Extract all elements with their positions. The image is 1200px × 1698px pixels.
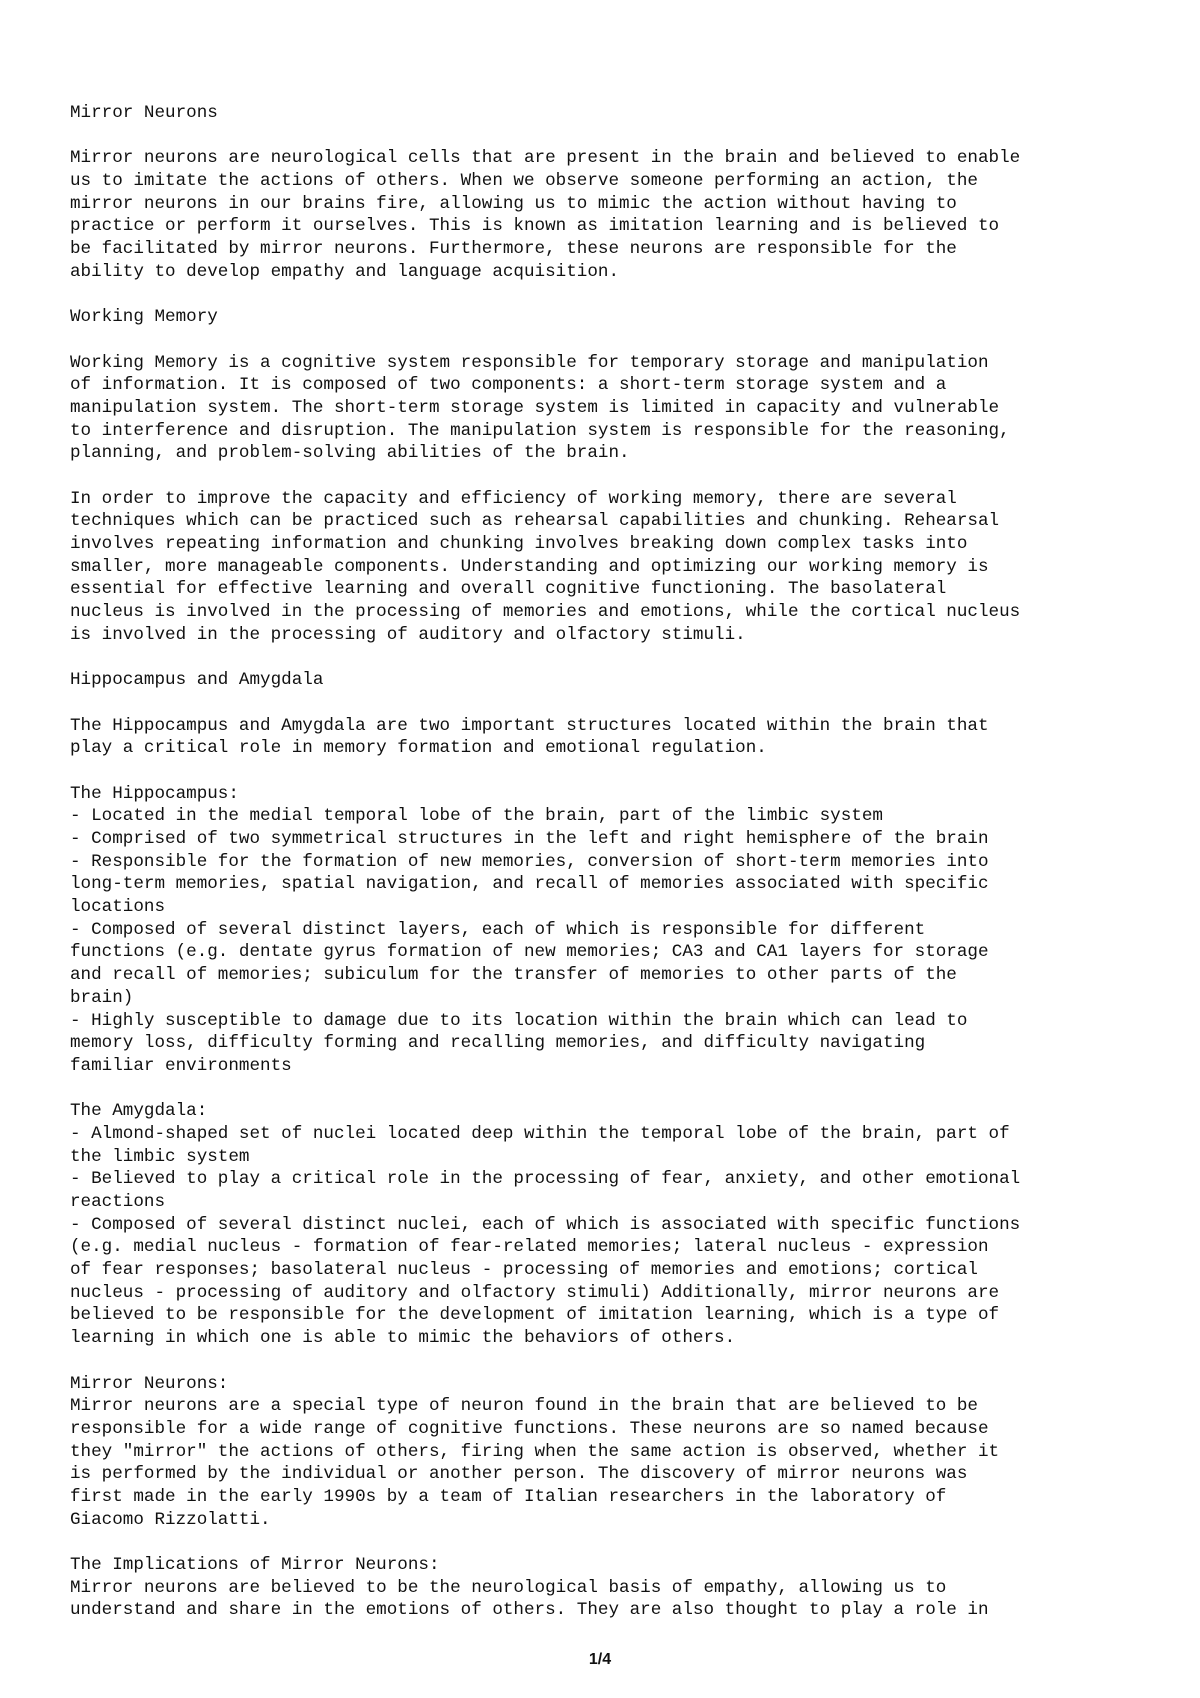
- text-line: ability to develop empathy and language acquisition.: [70, 261, 620, 282]
- text-line: (e.g. medial nucleus - formation of fear-related memories; lateral nucleus - expression: [70, 1237, 989, 1258]
- text-line: familiar environments: [70, 1055, 292, 1076]
- text-line: techniques which can be practiced such as rehearsal capabilities and chunking. Rehearsal: [70, 511, 1000, 532]
- text-line: and recall of memories; subiculum for the transfer of memories to other parts of the: [70, 965, 957, 986]
- text-line: In order to improve the capacity and efficiency of working memory, there are several: [70, 488, 957, 509]
- text-line: - Composed of several distinct nuclei, each of which is associated with specific functions: [70, 1214, 1021, 1235]
- text-line: Hippocampus and Amygdala: [70, 670, 324, 691]
- paragraph: [70, 1554, 1180, 1622]
- text-line: is involved in the processing of auditory and olfactory stimuli.: [70, 624, 746, 645]
- text-line: - Located in the medial temporal lobe of the brain, part of the limbic system: [70, 806, 883, 827]
- paragraph: [70, 715, 1180, 760]
- text-line: Working Memory is a cognitive system responsible for temporary storage and manipulation: [70, 352, 989, 373]
- text-line: Mirror neurons are believed to be the neurological basis of empathy, allowing us to: [70, 1577, 947, 1598]
- text-line: planning, and problem-solving abilities of the brain.: [70, 443, 630, 464]
- document-body: [70, 102, 1180, 1622]
- paragraph: [70, 488, 1180, 647]
- text-line: Giacomo Rizzolatti.: [70, 1509, 271, 1530]
- text-line: Mirror Neurons: [70, 103, 218, 123]
- text-line: brain): [70, 987, 134, 1008]
- text-line: mirror neurons in our brains fire, allowing us to mimic the action without having to: [70, 193, 957, 214]
- paragraph: [70, 783, 1180, 1078]
- text-line: long-term memories, spatial navigation, and recall of memories associated with specific: [70, 874, 989, 895]
- text-line: of fear responses; basolateral nucleus - processing of memories and emotions; cortical: [70, 1260, 978, 1281]
- text-line: nucleus is involved in the processing of memories and emotions, while the cortical nucleus: [70, 602, 1021, 623]
- text-line: The Hippocampus and Amygdala are two important structures located within the brain that: [70, 715, 989, 736]
- text-line: nucleus - processing of auditory and olfactory stimuli) Additionally, mirror neurons are: [70, 1282, 1000, 1303]
- text-line: practice or perform it ourselves. This is known as imitation learning and is believed to: [70, 216, 1000, 237]
- text-line: memory loss, difficulty forming and recalling memories, and difficulty navigating: [70, 1033, 926, 1054]
- paragraph: [70, 306, 1180, 329]
- paragraph: [70, 669, 1180, 692]
- paragraph: [70, 102, 1180, 125]
- text-line: believed to be responsible for the development of imitation learning, which is a type of: [70, 1305, 1000, 1326]
- paragraph: [70, 147, 1180, 283]
- text-line: - Comprised of two symmetrical structures in the left and right hemisphere of the brain: [70, 829, 989, 849]
- text-line: understand and share in the emotions of others. They are also thought to play a role in: [70, 1600, 989, 1621]
- text-line: manipulation system. The short-term storage system is limited in capacity and vulnerable: [70, 397, 1000, 418]
- text-line: the limbic system: [70, 1146, 250, 1167]
- text-line: The Implications of Mirror Neurons:: [70, 1555, 440, 1575]
- text-line: responsible for a wide range of cognitive functions. These neurons are so named because: [70, 1418, 989, 1439]
- text-line: is performed by the individual or another person. The discovery of mirror neurons was: [70, 1464, 968, 1485]
- paragraph: [70, 1100, 1180, 1350]
- paragraph: [70, 1373, 1180, 1532]
- text-line: The Amygdala:: [70, 1101, 208, 1122]
- text-line: Mirror neurons are a special type of neuron found in the brain that are believed to be: [70, 1396, 978, 1417]
- text-line: involves repeating information and chunking involves breaking down complex tasks into: [70, 534, 968, 555]
- text-line: they "mirror" the actions of others, firing when the same action is observed, whether it: [70, 1441, 1000, 1462]
- text-line: us to imitate the actions of others. When we observe someone performing an action, the: [70, 171, 978, 192]
- text-line: Working Memory: [70, 307, 218, 328]
- text-line: reactions: [70, 1192, 166, 1212]
- text-line: The Hippocampus:: [70, 783, 239, 804]
- text-line: first made in the early 1990s by a team of Italian researchers in the laboratory of: [70, 1486, 947, 1507]
- text-line: learning in which one is able to mimic the behaviors of others.: [70, 1328, 736, 1349]
- text-line: essential for effective learning and overall cognitive functioning. The basolateral: [70, 579, 947, 600]
- text-line: be facilitated by mirror neurons. Furthermore, these neurons are responsible for the: [70, 239, 957, 260]
- text-line: - Responsible for the formation of new memories, conversion of short-term memories into: [70, 851, 989, 872]
- text-line: functions (e.g. dentate gyrus formation of new memories; CA3 and CA1 layers for storage: [70, 942, 989, 963]
- page-number: 1/4: [588, 1651, 612, 1668]
- paragraph: [70, 352, 1180, 465]
- text-line: Mirror Neurons:: [70, 1373, 229, 1394]
- text-line: play a critical role in memory formation and emotional regulation.: [70, 738, 767, 759]
- text-line: Mirror neurons are neurological cells that are present in the brain and believed to enable: [70, 148, 1021, 169]
- text-line: - Believed to play a critical role in the processing of fear, anxiety, and other emotional: [70, 1169, 1021, 1190]
- text-line: - Composed of several distinct layers, each of which is responsible for different: [70, 919, 926, 940]
- text-line: - Highly susceptible to damage due to its location within the brain which can lead to: [70, 1010, 968, 1031]
- text-line: to interference and disruption. The manipulation system is responsible for the reasoning,: [70, 420, 1010, 441]
- text-line: smaller, more manageable components. Understanding and optimizing our working memory is: [70, 556, 989, 577]
- text-line: of information. It is composed of two components: a short-term storage system and a: [70, 375, 947, 396]
- text-line: - Almond-shaped set of nuclei located deep within the temporal lobe of the brain, part of: [70, 1123, 1010, 1144]
- text-line: locations: [70, 897, 166, 918]
